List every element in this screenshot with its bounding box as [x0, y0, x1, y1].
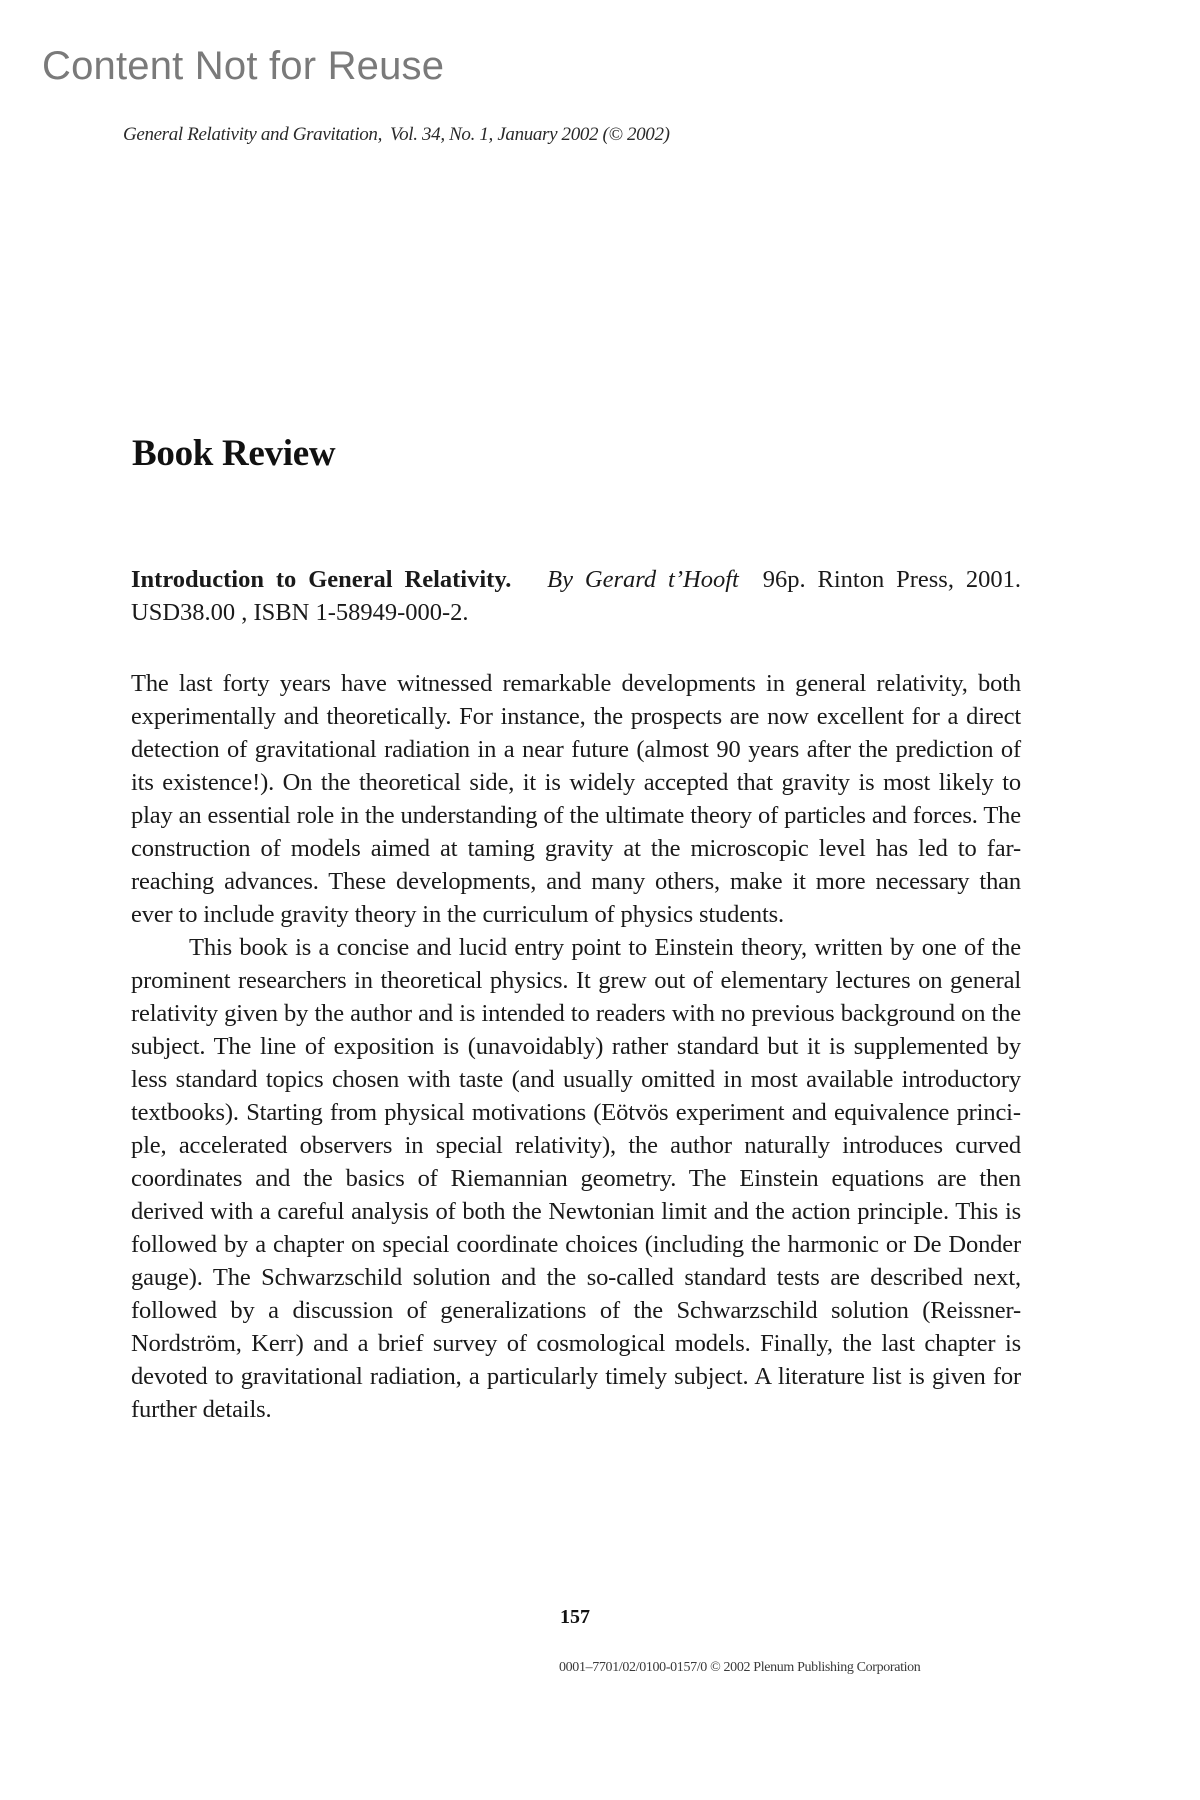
- section-title: Book Review: [132, 433, 336, 474]
- copyright-footer: 0001–7701/02/0100-0157/0 © 2002 Plenum Publishing Corporation: [559, 1660, 921, 1675]
- book-author: By Gerard t’Hooft: [547, 566, 739, 593]
- watermark: Content Not for Reuse: [42, 44, 445, 88]
- review-body: [131, 667, 1021, 1426]
- issue-info: Vol. 34, No. 1, January 2002 (© 2002): [389, 124, 670, 145]
- journal-name: General Relativity and Gravitation,: [123, 124, 382, 145]
- book-details: 96p. Rinton Press, 2001. USD38.00 , ISBN 1-58949-000-2.: [131, 566, 1022, 626]
- running-head: [123, 124, 670, 146]
- book-title: Introduction to General Relativity.: [131, 566, 512, 593]
- review-paragraph: This book is a concise and lucid entry point to Einstein theory, written by one of the prominent researchers in theoretical physics. It grew out of elementary lectures on general relativity given by the author and is intended to readers with no previous background on the subject. The line of exposition is (unavoidably) rather standard but it is supplemented by less standard topics chosen with taste (and usually omitted in most available introductory textbooks). Starting from physical motivations (Eötvös experiment and equivalence principle, accelerated observers in special relativity), the author naturally introduces curved coordinates and the basics of Riemannian geometry. The Einstein equations are then derived with a careful analysis of both the Newtonian limit and the action principle. This is followed by a chapter on special coordinate choices (including the harmonic or De Donder gauge). The Schwarzschild solution and the so-called standard tests are described next, followed by a discussion of generalizations of the Schwarzschild solution (Reissner-Nordström, Kerr) and a brief survey of cosmological models. Finally, the last chapter is devoted to gravitational radiation, a particularly timely subject. A literature list is given for further details.: [131, 934, 1021, 1423]
- review-paragraph: The last forty years have witnessed remarkable developments in general relativity, both experimentally and theoretically. For instance, the prospects are now excellent for a direct detection of gravitational radiation in a near future (almost 90 years after the prediction of its existence!). On the theoretical side, it is widely accepted that gravity is most likely to play an essential role in the understanding of the ultimate theory of particles and forces. The construction of models aimed at taming gravity at the microscopic level has led to far-reaching advances. These developments, and many others, make it more necessary than ever to include gravity theory in the curriculum of physics students.: [131, 670, 1021, 928]
- page-number: 157: [560, 1606, 590, 1628]
- book-citation: [131, 563, 1021, 629]
